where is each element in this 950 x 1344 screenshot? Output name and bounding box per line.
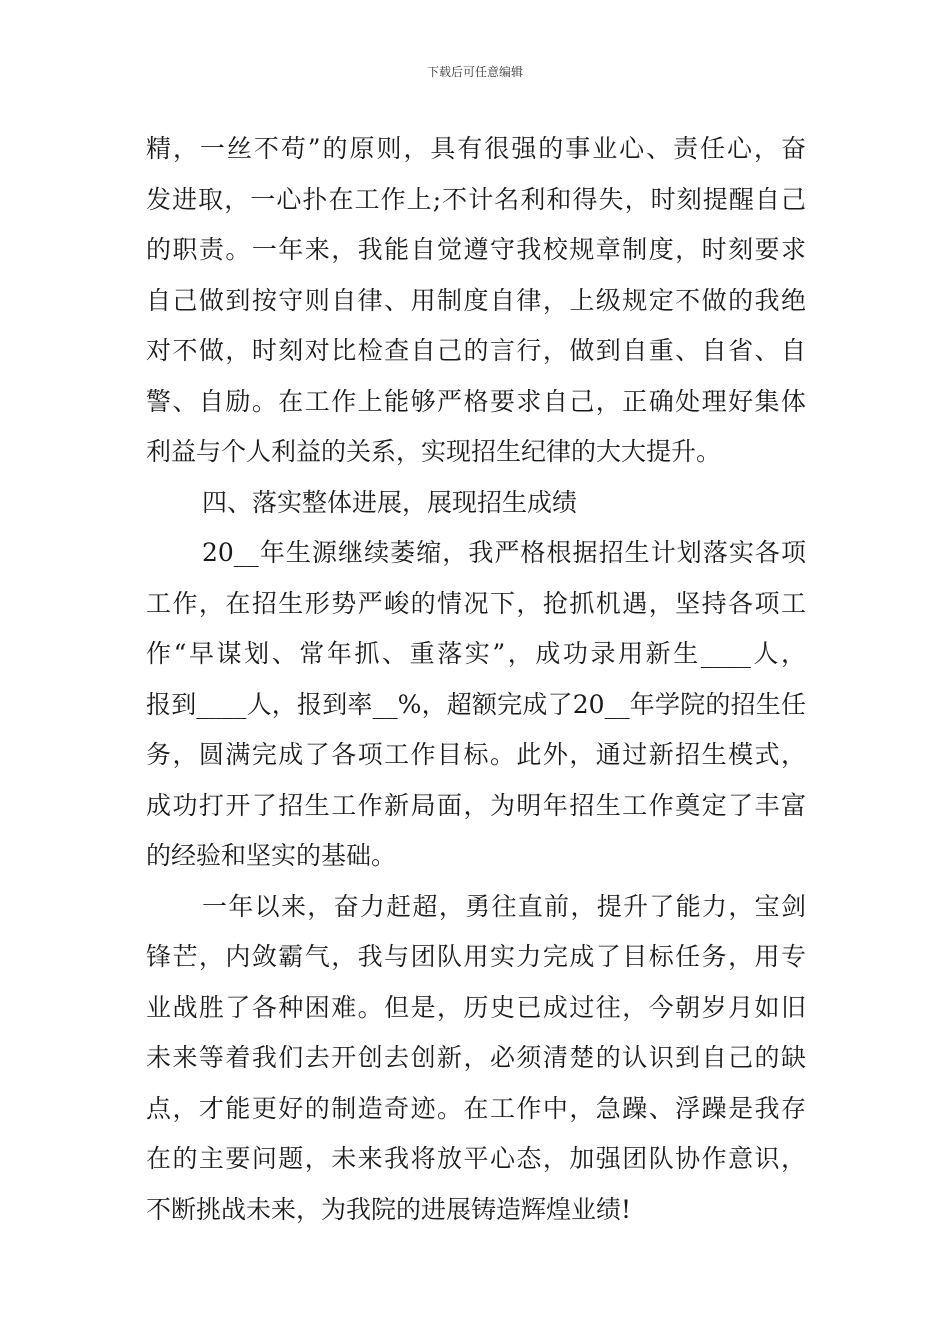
text-line: 对不做，时刻对比检查自己的言行，做到自重、自省、自	[146, 336, 806, 365]
text-line: 业战胜了各种困难。但是，历史已成过往，今朝岁月如旧	[146, 992, 806, 1022]
text-line: 点，才能更好的制造奇迹。在工作中，急躁、浮躁是我存	[146, 1093, 806, 1123]
text-line: 在的主要问题，未来我将放平心态，加强团队协作意识，	[146, 1144, 806, 1173]
text-line: 自己做到按守则自律、用制度自律，上级规定不做的我绝	[146, 285, 806, 315]
text-line: 工作，在招生形势严峻的情况下，抢抓机遇，坚持各项工	[146, 588, 806, 618]
document-body	[146, 124, 806, 1235]
text-line: 报到____人，报到率__%，超额完成了20__年学院的招生任	[146, 689, 806, 719]
text-line: 发进取，一心扑在工作上;不计名利和得失，时刻提醒自己	[146, 184, 806, 214]
paragraph	[146, 528, 806, 882]
text-line: 作“早谋划、常年抓、重落实”，成功录用新生____人，	[146, 639, 806, 668]
text-line: 精，一丝不苟”的原则，具有很强的事业心、责任心，奋	[146, 134, 806, 163]
heading-text: 四、落实整体进展，展现招生成绩	[202, 487, 578, 517]
text-line: 20__年生源继续萎缩，我严格根据招生计划落实各项	[202, 538, 806, 567]
paragraph	[146, 882, 806, 1236]
page-header: 下载后可任意编辑	[426, 65, 523, 79]
text-line: 不断挑战未来，为我院的进展铸造辉煌业绩!	[146, 1194, 632, 1224]
paragraph	[146, 124, 806, 478]
text-line: 成功打开了招生工作新局面，为明年招生工作奠定了丰富	[146, 790, 806, 820]
text-line: 警、自励。在工作上能够严格要求自己，正确处理好集体	[146, 386, 806, 416]
section-heading	[146, 478, 806, 529]
text-line: 未来等着我们去开创去创新，必须清楚的认识到自己的缺	[146, 1043, 806, 1072]
text-line: 的职责。一年来，我能自觉遵守我校规章制度，时刻要求	[146, 235, 806, 264]
text-line: 的经验和坚实的基础。	[146, 841, 397, 870]
text-line: 一年以来，奋力赶超，勇往直前，提升了能力，宝剑	[202, 891, 806, 921]
text-line: 利益与个人利益的关系，实现招生纪律的大大提升。	[146, 437, 722, 466]
text-line: 锋芒，内敛霸气，我与团队用实力完成了目标任务，用专	[146, 942, 806, 971]
text-line: 务，圆满完成了各项工作目标。此外，通过新招生模式，	[146, 740, 806, 769]
